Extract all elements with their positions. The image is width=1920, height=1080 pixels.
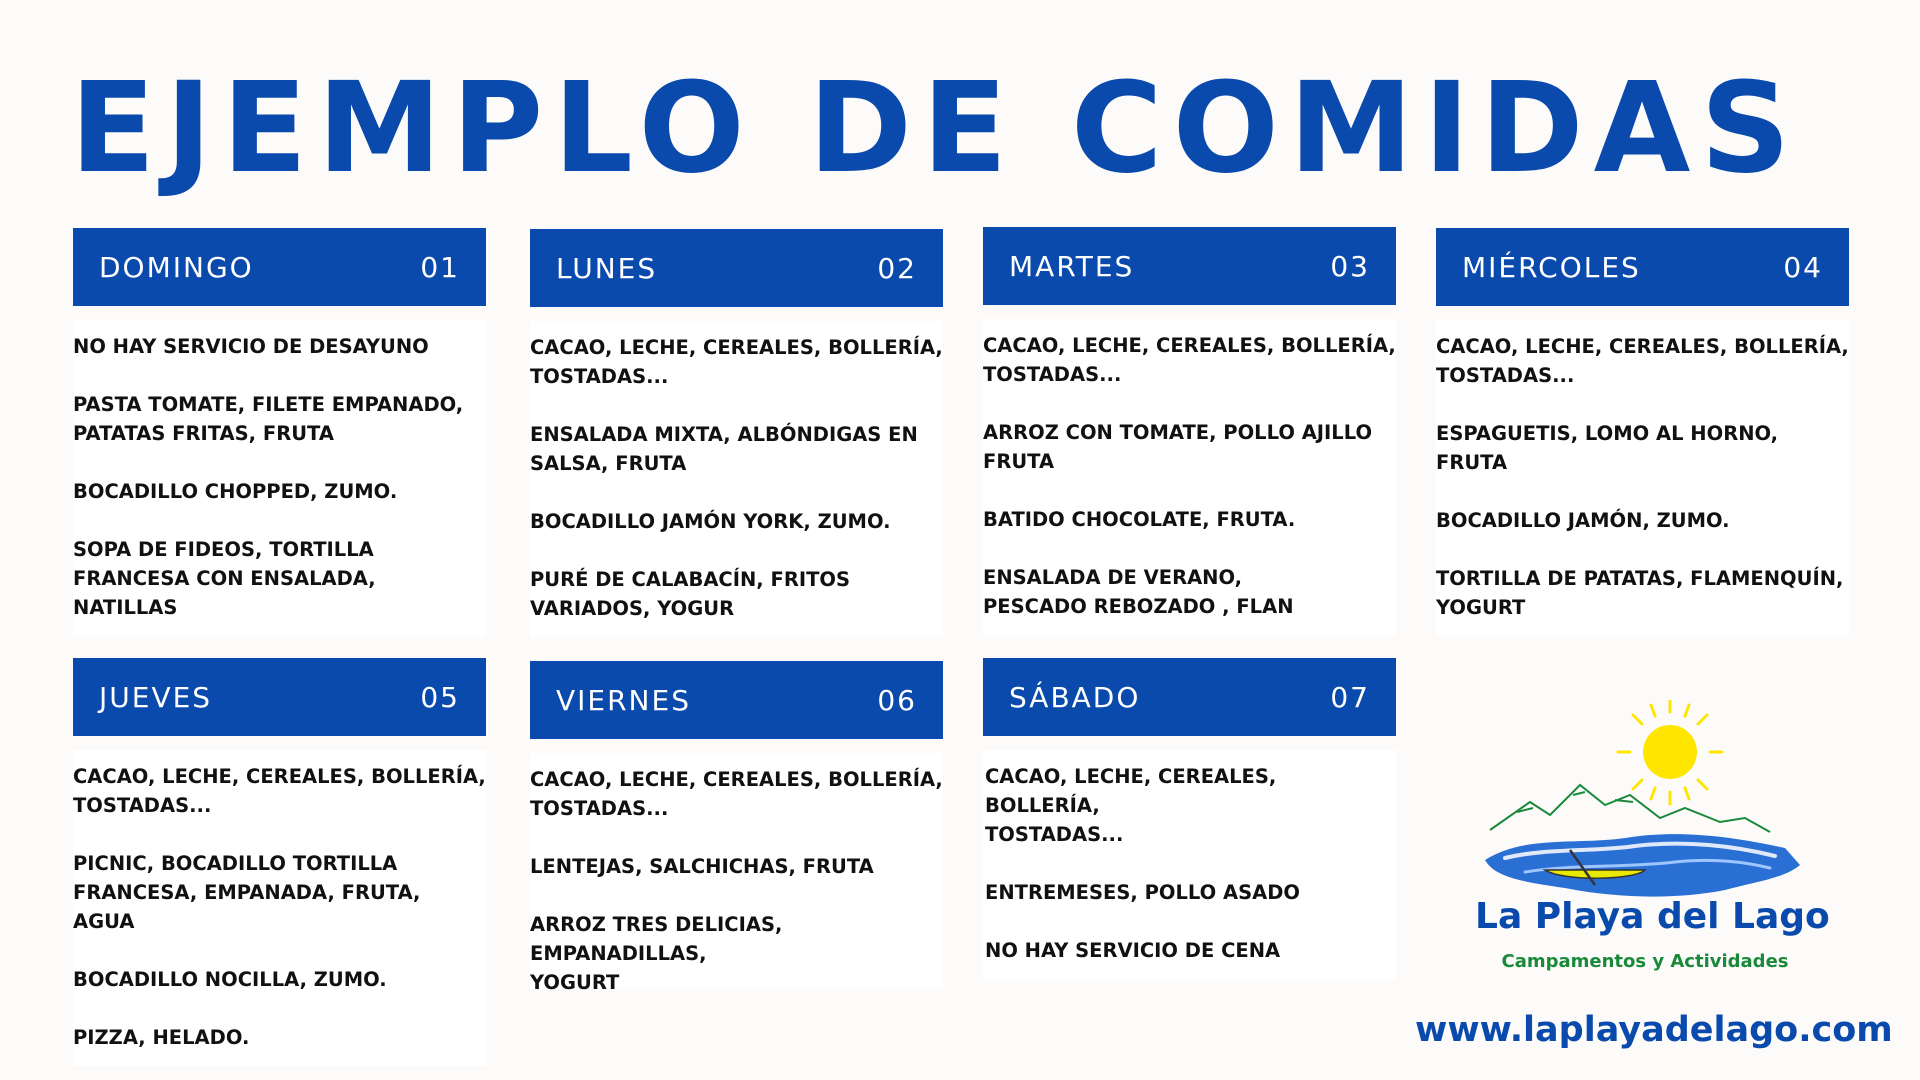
meal-dinner: TORTILLA DE PATATAS, FLAMENQUÍN, YOGURT [1436, 567, 1844, 619]
day-header [530, 229, 943, 307]
day-meals [73, 320, 486, 636]
logo-subtitle: Campamentos y Actividades [1501, 951, 1789, 972]
day-header [983, 658, 1396, 736]
day-name: JUEVES [99, 680, 213, 714]
meal-dinner: PURÉ DE CALABACÍN, FRITOS VARIADOS, YOGUR [530, 568, 851, 620]
day-card-jueves [73, 658, 486, 1066]
meal-breakfast: CACAO, LECHE, CEREALES, BOLLERÍA, TOSTADAS... [530, 336, 943, 388]
day-name: VIERNES [556, 683, 691, 717]
day-name: MIÉRCOLES [1462, 250, 1641, 284]
meal-dinner: ENSALADA DE VERANO, PESCADO REBOZADO , FLAN [983, 566, 1294, 618]
meal-snack: BOCADILLO JAMÓN YORK, ZUMO. [530, 510, 891, 533]
day-card-martes [983, 227, 1396, 635]
meal-breakfast: CACAO, LECHE, CEREALES, BOLLERÍA, TOSTADAS... [1436, 335, 1849, 387]
meal-snack: BOCADILLO JAMÓN, ZUMO. [1436, 509, 1730, 532]
meal-snack: BOCADILLO CHOPPED, ZUMO. [73, 480, 398, 503]
sun-icon [1618, 700, 1722, 804]
day-number: 04 [1783, 250, 1823, 284]
lake-icon [1485, 834, 1800, 896]
logo-title: La Playa del Lago [1475, 896, 1830, 937]
day-header [1436, 228, 1849, 306]
day-meals [530, 321, 943, 637]
meal-lunch: ESPAGUETIS, LOMO AL HORNO, FRUTA [1436, 422, 1779, 474]
meal-lunch: ENSALADA MIXTA, ALBÓNDIGAS EN SALSA, FRUTA [530, 423, 918, 475]
day-name: LUNES [556, 251, 658, 285]
day-meals [1436, 320, 1849, 636]
day-name: SÁBADO [1009, 680, 1141, 714]
meal-lunch: PICNIC, BOCADILLO TORTILLA FRANCESA, EMPANADA, FRUTA, AGUA [73, 852, 421, 933]
meal-snack: BATIDO CHOCOLATE, FRUTA. [983, 508, 1296, 531]
meal-breakfast: NO HAY SERVICIO DE DESAYUNO [73, 335, 429, 358]
day-number: 05 [420, 680, 460, 714]
meal-dinner: ARROZ TRES DELICIAS, EMPANADILLAS, YOGURT [530, 913, 783, 994]
day-header [983, 227, 1396, 305]
day-name: DOMINGO [99, 250, 254, 284]
day-meals [73, 750, 486, 1066]
day-header [530, 661, 943, 739]
meal-breakfast: CACAO, LECHE, CEREALES, BOLLERÍA, TOSTADAS... [73, 765, 486, 817]
meal-breakfast: CACAO, LECHE, CEREALES, BOLLERÍA, TOSTADAS... [985, 765, 1277, 846]
meal-dinner: NO HAY SERVICIO DE CENA [985, 939, 1281, 962]
mountains-icon [1490, 785, 1770, 832]
day-card-miercoles [1436, 228, 1849, 636]
day-number: 01 [420, 250, 460, 284]
day-number: 02 [877, 251, 917, 285]
day-name: MARTES [1009, 249, 1135, 283]
day-header [73, 658, 486, 736]
day-card-sabado [983, 658, 1396, 979]
day-meals [983, 319, 1396, 635]
website-link[interactable]: www.laplayadelago.com [1415, 1010, 1893, 1050]
day-meals [530, 753, 943, 994]
meal-breakfast: CACAO, LECHE, CEREALES, BOLLERÍA, TOSTADAS... [983, 334, 1396, 386]
meal-dinner: PIZZA, HELADO. [73, 1026, 250, 1049]
day-header [73, 228, 486, 306]
meal-lunch: PASTA TOMATE, FILETE EMPANADO, PATATAS FRITAS, FRUTA [73, 393, 464, 445]
day-card-lunes [530, 229, 943, 637]
day-meals [983, 750, 1396, 979]
meal-dinner: SOPA DE FIDEOS, TORTILLA FRANCESA CON ENSALADA, NATILLAS [73, 538, 376, 619]
day-number: 07 [1330, 680, 1370, 714]
meal-snack: BOCADILLO NOCILLA, ZUMO. [73, 968, 387, 991]
page-title: EJEMPLO DE COMIDAS [70, 56, 1801, 201]
meal-lunch: ENTREMESES, POLLO ASADO [985, 881, 1300, 904]
day-card-domingo [73, 228, 486, 636]
day-number: 06 [877, 683, 917, 717]
meal-breakfast: CACAO, LECHE, CEREALES, BOLLERÍA, TOSTADAS... [530, 768, 943, 820]
day-card-viernes [530, 661, 943, 994]
meal-lunch: LENTEJAS, SALCHICHAS, FRUTA [530, 855, 874, 878]
day-number: 03 [1330, 249, 1370, 283]
brand-logo [1455, 700, 1835, 980]
meal-lunch: ARROZ CON TOMATE, POLLO AJILLO FRUTA [983, 421, 1373, 473]
